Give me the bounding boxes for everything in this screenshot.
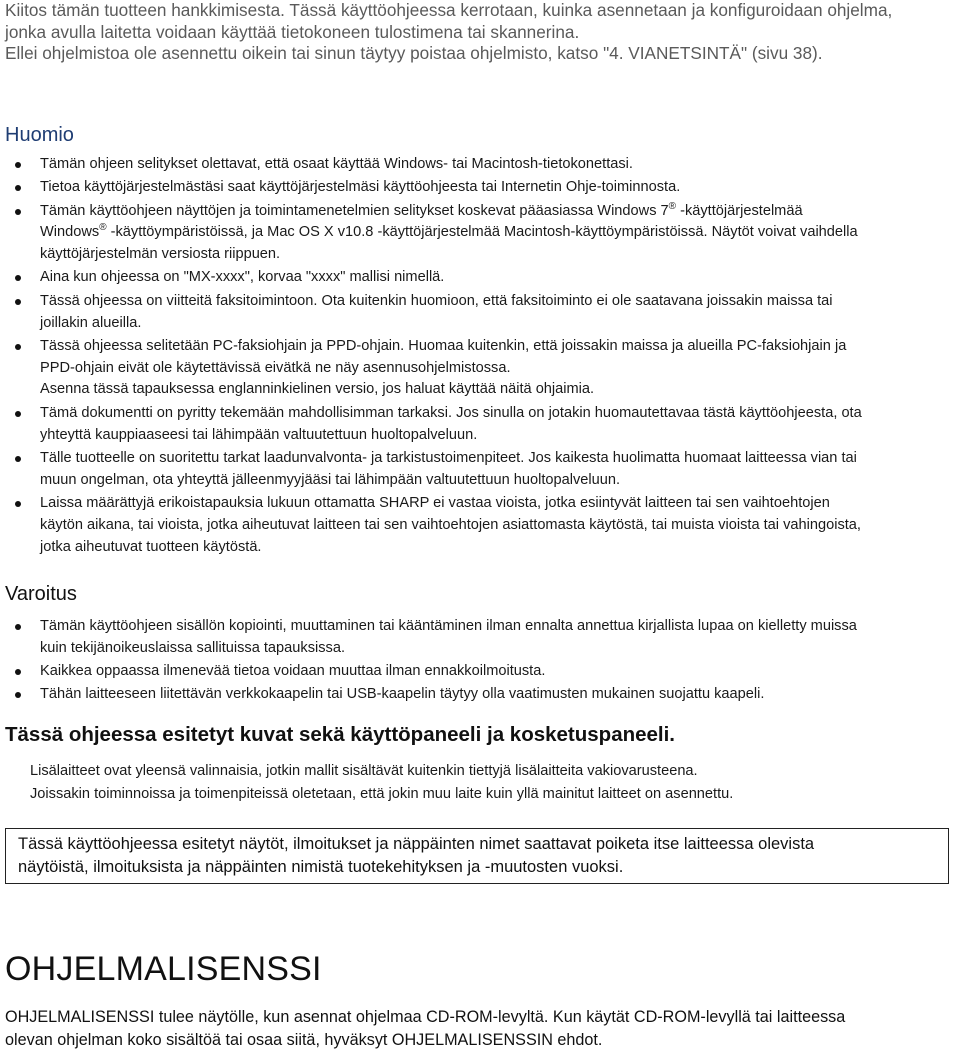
notes-heading: Huomio: [5, 124, 74, 146]
list-item-text: PPD-ohjain eivät ole käytettävissä eivätkä ne näy asennusohjelmistossa.: [40, 359, 511, 376]
license-paragraph: [5, 1006, 955, 1052]
illustrations-text: [30, 760, 950, 805]
bullet-icon: [15, 209, 21, 215]
list-item-text: Tähän laitteeseen liitettävän verkkokaapelin tai USB-kaapelin täytyy olla vaatimusten mukainen suojattu kaapeli.: [40, 686, 765, 703]
text-fragment: -käyttöjärjestelmää: [676, 202, 803, 219]
list-item-text: Tässä ohjeessa on viitteitä faksitoimintoon. Ota kuitenkin huomioon, että faksitoiminto ei ole saatavana joissakin maissa tai: [40, 292, 833, 309]
list-item-text: [40, 222, 957, 244]
list-item-text: Asenna tässä tapauksessa englanninkielinen versio, jos haluat käyttää näitä ohjaimia.: [40, 381, 595, 398]
warnings-list: [15, 616, 957, 708]
list-item: [15, 661, 957, 683]
list-item: [15, 448, 957, 492]
bullet-icon: [15, 275, 21, 281]
list-item-text: Laissa määrättyjä erikoistapauksia lukuun ottamatta SHARP ei vastaa vioista, jotka esiintyvät laitteen tai sen vaihtoehtojen: [40, 494, 830, 511]
bullet-icon: [15, 344, 21, 350]
intro-line: jonka avulla laitetta voidaan käyttää tietokoneen tulostimena tai skannerina.: [5, 21, 580, 42]
text-fragment: Tämän käyttöohjeen näyttöjen ja toimintamenetelmien selitykset koskevat pääasiassa Windows 7: [40, 202, 669, 219]
intro-line: Ellei ohjelmistoa ole asennettu oikein tai sinun täytyy poistaa ohjelmisto, katso "4. VIANETSINTÄ" (sivu 38).: [5, 43, 823, 63]
warnings-heading: Varoitus: [5, 583, 77, 605]
registered-mark: ®: [99, 222, 107, 234]
bullet-icon: [15, 299, 21, 305]
list-item-text: Tässä ohjeessa selitetään PC-faksiohjain ja PPD-ohjain. Huomaa kuitenkin, että joissakin maissa ja alueilla PC-faksiohjain ja: [40, 337, 847, 354]
list-item: [15, 267, 957, 289]
license-title: OHJELMALISENSSI: [5, 950, 322, 988]
list-item-text: joillakin alueilla.: [40, 314, 142, 331]
illustrations-title: Tässä ohjeessa esitetyt kuvat sekä käyttöpaneeli ja kosketuspaneeli.: [5, 723, 676, 746]
registered-mark: ®: [668, 200, 677, 212]
list-item-text: Tälle tuotteelle on suoritettu tarkat laadunvalvonta- ja tarkistustoimenpiteet. Jos kaikesta huolimatta huomaat laitteessa vian tai: [40, 449, 857, 466]
list-item-text: [40, 201, 957, 223]
intro-paragraph: [5, 0, 955, 65]
license-line: olevan ohjelman koko sisältöä tai osaa siitä, hyväksyt OHJELMALISENSSIN ehdot.: [5, 1031, 603, 1049]
list-item-text: Tämän käyttöohjeen sisällön kopiointi, muuttaminen tai kääntäminen ilman ennalta annettua kirjallista lupaa on kielletty muissa: [40, 618, 857, 634]
list-item-text: käyttöjärjestelmän versiosta riippuen.: [40, 246, 281, 263]
list-item-text: muun ongelman, ota yhteyttä jälleenmyyjääsi tai lähimpään valtuutettuun huoltopalveluun.: [40, 471, 621, 488]
boxed-note-line: Tässä käyttöohjeessa esitetyt näytöt, ilmoitukset ja näppäinten nimet saattavat poiketa itse laitteessa olevista: [18, 835, 815, 853]
intro-line: Kiitos tämän tuotteen hankkimisesta. Tässä käyttöohjeessa kerrotaan, kuinka asennetaan ja konfiguroidaan ohjelma,: [5, 0, 893, 20]
list-item: [15, 684, 957, 706]
list-item: [15, 201, 957, 266]
boxed-note: [5, 828, 949, 884]
notes-list: [15, 154, 957, 560]
bullet-icon: [15, 185, 21, 191]
paragraph: Joissakin toiminnoissa ja toimenpiteissä oletetaan, että jokin muu laite kuin yllä mainitut laitteet on asennettu.: [30, 785, 734, 802]
paragraph: Lisälaitteet ovat yleensä valinnaisia, jotkin mallit sisältävät kuitenkin tiettyjä lisälaitteita vakiovarusteena.: [30, 763, 698, 779]
list-item: [15, 291, 957, 335]
bullet-icon: [15, 456, 21, 462]
list-item-text: Kaikkea oppaassa ilmenevää tietoa voidaan muuttaa ilman ennakkoilmoitusta.: [40, 663, 546, 680]
list-item-text: käytön aikana, tai vioista, jotka aiheutuvat laitteen tai sen vaihtoehtojen asiattomasta käytöstä, tai muista vioista tai vahingoista,: [40, 516, 861, 533]
license-line: OHJELMALISENSSI tulee näytölle, kun asennat ohjelmaa CD-ROM-levyltä. Kun käytät CD-ROM-levyllä tai laitteessa: [5, 1008, 846, 1026]
list-item: [15, 336, 957, 401]
list-item: [15, 154, 957, 176]
list-item-text: kuin tekijänoikeuslaissa sallituissa tapauksissa.: [40, 639, 346, 656]
list-item-text: Aina kun ohjeessa on "MX-xxxx", korvaa "xxxx" mallisi nimellä.: [40, 269, 445, 286]
bullet-icon: [15, 411, 21, 417]
boxed-note-line: näytöistä, ilmoituksista ja näppäinten nimistä tuotekehityksen ja -muutosten vuoksi.: [18, 857, 624, 876]
list-item: [15, 177, 957, 199]
text-fragment: Windows: [40, 224, 100, 241]
bullet-icon: [15, 501, 21, 507]
bullet-icon: [15, 624, 21, 630]
list-item: [15, 493, 957, 558]
list-item: [15, 403, 957, 447]
text-fragment: -käyttöympäristöissä, ja Mac OS X v10.8 -käyttöjärjestelmää Macintosh-käyttöympäristöissä. Näytöt voivat vaihdella: [106, 224, 858, 241]
list-item-text: Tämän ohjeen selitykset olettavat, että osaat käyttää Windows- tai Macintosh-tietokonettasi.: [40, 156, 633, 172]
bullet-icon: [15, 692, 21, 698]
list-item-text: Tietoa käyttöjärjestelmästäsi saat käyttöjärjestelmäsi käyttöohjeesta tai Internetin Ohje-toiminnosta.: [40, 179, 681, 196]
bullet-icon: [15, 162, 21, 168]
list-item: [15, 616, 957, 660]
list-item-text: Tämä dokumentti on pyritty tekemään mahdollisimman tarkaksi. Jos sinulla on jotakin huomautettavaa tästä käyttöohjeesta, ota: [40, 404, 862, 421]
list-item-text: jotka aiheutuvat tuotteen käytöstä.: [40, 538, 262, 555]
list-item-text: yhteyttä kauppiaaseesi tai lähimpään valtuutettuun huoltopalveluun.: [40, 426, 478, 443]
bullet-icon: [15, 669, 21, 675]
